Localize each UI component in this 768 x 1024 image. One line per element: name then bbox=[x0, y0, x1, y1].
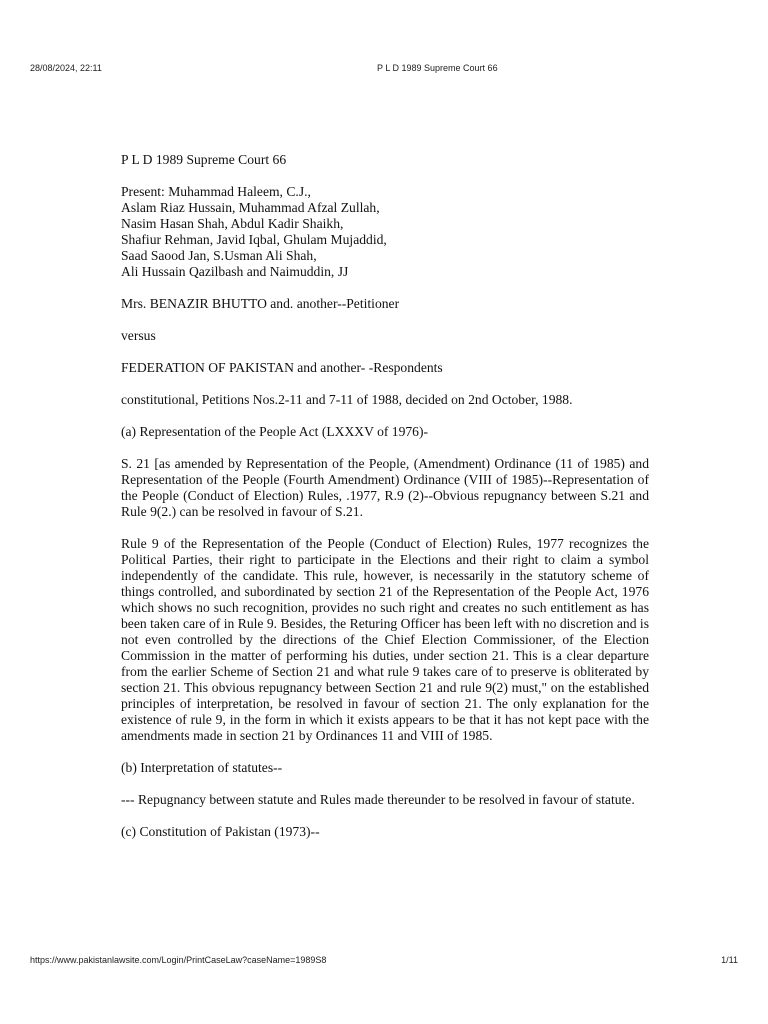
paragraph-s21: S. 21 [as amended by Representation of the People, (Amendment) Ordinance (11 of 1985) and Representation of the People (Fourth Amendment) Ordinance (VIII of 1985)--Representation of the People (Conduct of Election) Rules, .1977, R.9 (2)--Obvious repugnancy between S.21 and Rule 9(2.) can be resolved in favour of S.21. bbox=[121, 456, 649, 519]
heading-c: (c) Constitution of Pakistan (1973)-- bbox=[121, 824, 320, 839]
paragraph-rule9: Rule 9 of the Representation of the People (Conduct of Election) Rules, 1977 recognizes the Political Parties, their right to participate in the Elections and their right to claim a symbol independently of the candidate. This rule, however, is necessarily in the statutory scheme of things controlled, and subordinated by section 21 of the Representation of the People Act, 1976 which shows no such recognition, provides no such right and creates no such entitlement as has been taken care of in Rule 9. Besides, the Returing Officer has been left with no discretion and is not even controlled by the directions of the Chief Election Commissioner, of the Election Commission in the matter of performing his duties, under section 21. This is a clear departure from the earlier Scheme of Section 21 and what rule 9 takes care of to preserve is obliterated by section 21. This obvious repugnancy between Section 21 and rule 9(2) must," on the established principles of interpretation, be resolved in favour of section 21. The only explanation for the existence of rule 9, in the form in which it exists appears to be that it has not kept pace with the amendments made in section 21 by Ordinances 11 and VIII of 1985. bbox=[121, 536, 649, 743]
petition-details: constitutional, Petitions Nos.2-11 and 7-11 of 1988, decided on 2nd October, 1988. bbox=[121, 392, 573, 407]
respondent-line: FEDERATION OF PAKISTAN and another- -Respondents bbox=[121, 360, 443, 375]
case-citation: P L D 1989 Supreme Court 66 bbox=[121, 152, 287, 167]
source-url: https://www.pakistanlawsite.com/Login/PrintCaseLaw?caseName=1989S8 bbox=[30, 955, 327, 965]
bench-line: Saad Saood Jan, S.Usman Ali Shah, bbox=[121, 248, 317, 263]
bench-list bbox=[121, 184, 649, 280]
print-datetime: 28/08/2024, 22:11 bbox=[30, 63, 102, 73]
bench-line: Aslam Riaz Hussain, Muhammad Afzal Zullah, bbox=[121, 200, 380, 215]
versus-line: versus bbox=[121, 328, 156, 343]
heading-b: (b) Interpretation of statutes-- bbox=[121, 760, 283, 775]
print-header-title: P L D 1989 Supreme Court 66 bbox=[377, 63, 498, 73]
page-number: 1/11 bbox=[721, 955, 738, 965]
bench-line: Ali Hussain Qazilbash and Naimuddin, JJ bbox=[121, 264, 349, 279]
bench-line: Shafiur Rehman, Javid Iqbal, Ghulam Mujaddid, bbox=[121, 232, 387, 247]
petitioner-line: Mrs. BENAZIR BHUTTO and. another--Petitioner bbox=[121, 296, 400, 311]
heading-a: (a) Representation of the People Act (LXXXV of 1976)- bbox=[121, 424, 429, 439]
bench-line: Present: Muhammad Haleem, C.J., bbox=[121, 184, 311, 199]
case-document bbox=[121, 152, 649, 840]
bench-line: Nasim Hasan Shah, Abdul Kadir Shaikh, bbox=[121, 216, 344, 231]
paragraph-b: --- Repugnancy between statute and Rules made thereunder to be resolved in favour of statute. bbox=[121, 792, 635, 807]
